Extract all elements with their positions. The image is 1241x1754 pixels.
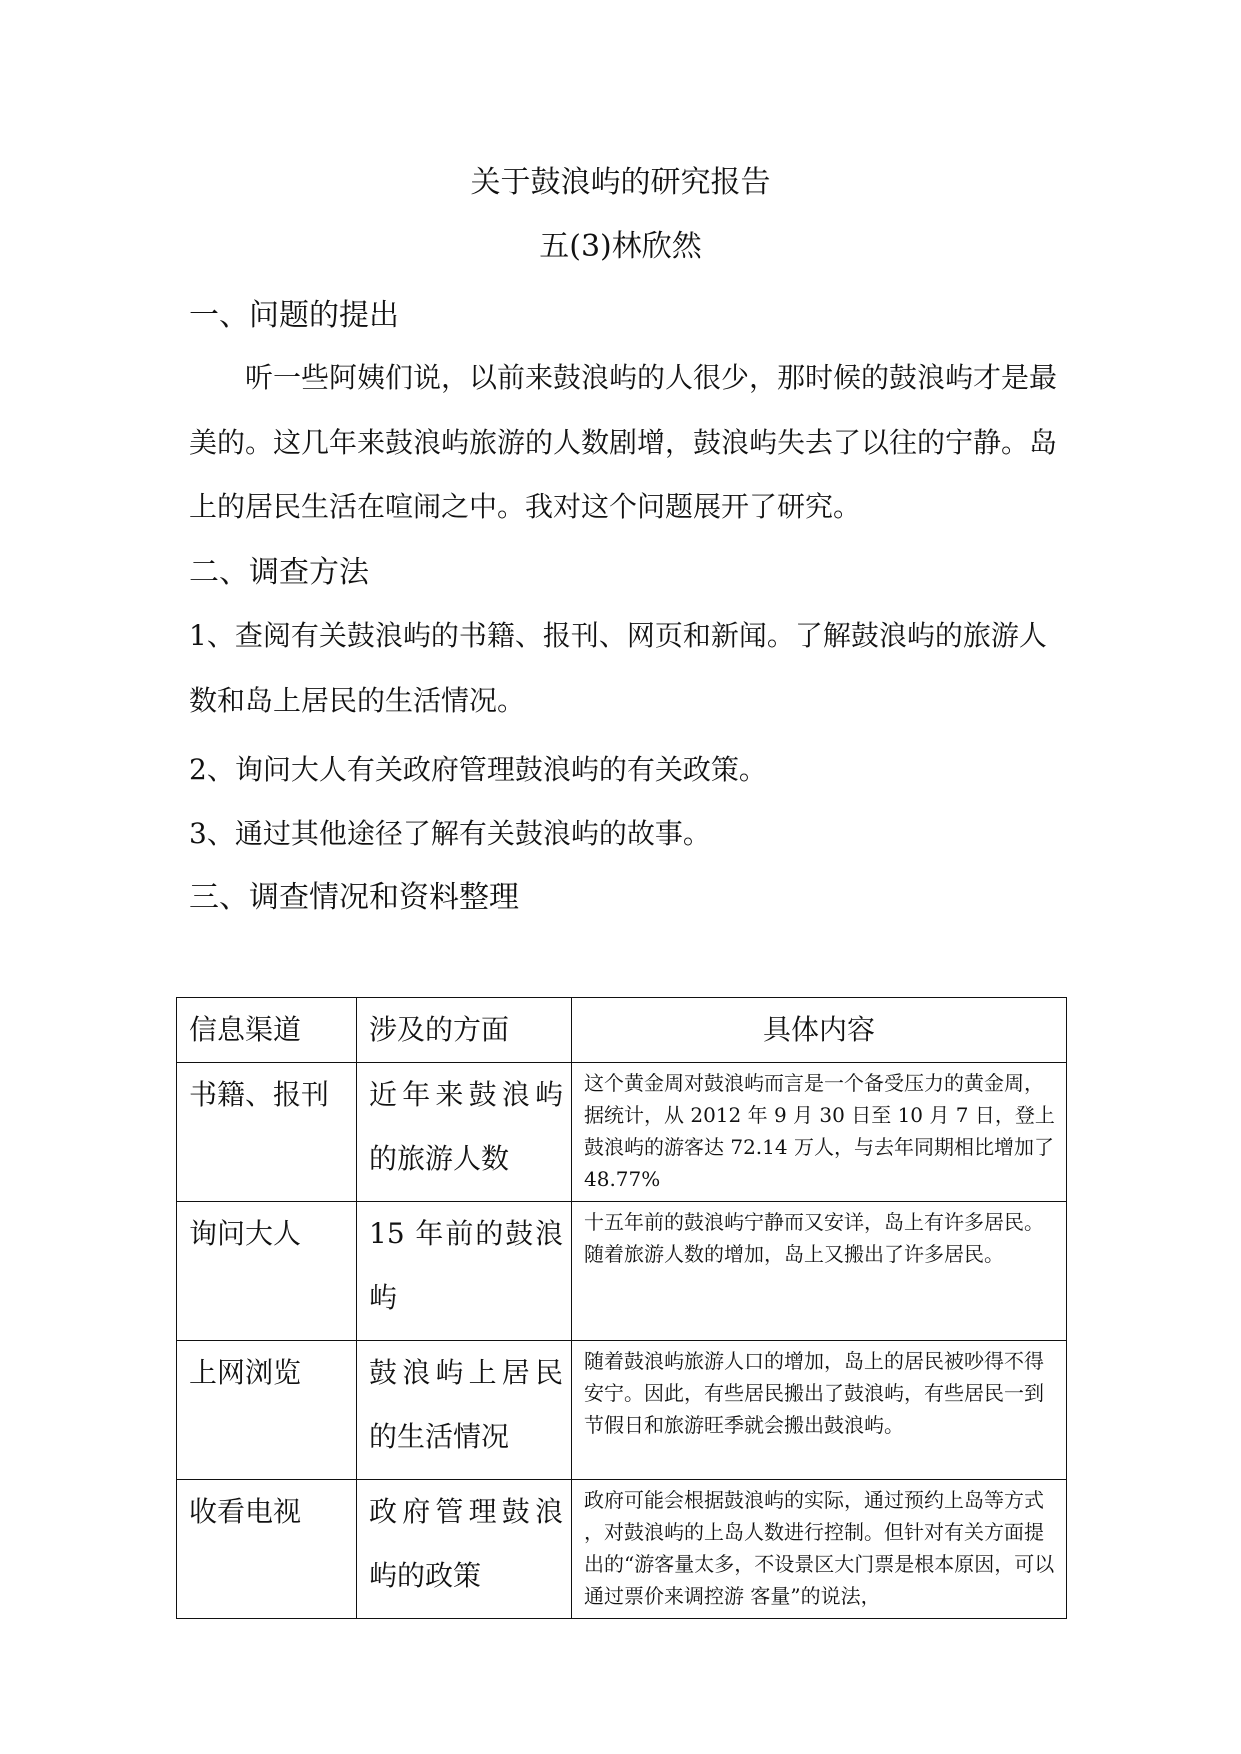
method-item-3: 3、通过其他途径了解有关鼓浪屿的故事。 [189, 817, 711, 850]
table-cell-content: 政府可能会根据鼓浪屿的实际，通过预约上岛等方式 ，对鼓浪屿的上岛人数进行控制。但针对有关方面提出的“游客量太多，不设景区大门票是根本原因，可以通过票价来调控游 客量”的说法， [572, 1480, 1067, 1619]
document-author: 五(3)林欣然 [539, 229, 702, 264]
table-cell-channel: 收看电视 [177, 1480, 357, 1619]
table-cell-aspect: 近年来鼓浪屿的旅游人数 [357, 1063, 572, 1202]
table-row [177, 1341, 1067, 1480]
table-cell-channel: 书籍、报刊 [177, 1063, 357, 1202]
table-header-row [177, 998, 1067, 1063]
table-cell-aspect: 鼓浪屿上居民的生活情况 [357, 1341, 572, 1480]
section-2-heading: 二、调查方法 [189, 555, 369, 590]
table-header-content: 具体内容 [572, 998, 1067, 1063]
table-cell-channel: 询问大人 [177, 1202, 357, 1341]
table-header-channel: 信息渠道 [177, 998, 357, 1063]
table-cell-channel: 上网浏览 [177, 1341, 357, 1480]
table-row [177, 1480, 1067, 1619]
document-title: 关于鼓浪屿的研究报告 [470, 165, 771, 200]
section-1-paragraph: 听一些阿姨们说，以前来鼓浪屿的人很少，那时候的鼓浪屿才是最美的。这几年来鼓浪屿旅游的人数剧增，鼓浪屿失去了以往的宁静。岛上的居民生活在喧闹之中。我对这个问题展开了研究。 [189, 361, 1058, 523]
section-3-heading: 三、调查情况和资料整理 [189, 880, 519, 915]
table-cell-content: 这个黄金周对鼓浪屿而言是一个备受压力的黄金周，据统计，从 2012 年 9 月 30 日至 10 月 7 日，登上鼓浪屿的游客达 72.14 万人，与去年同期相比增加了 48.77% [572, 1063, 1067, 1202]
method-item-2: 2、询问大人有关政府管理鼓浪屿的有关政策。 [189, 753, 767, 786]
table-row [177, 1063, 1067, 1202]
research-table [176, 997, 1067, 1619]
table-header-aspect: 涉及的方面 [357, 998, 572, 1063]
table-cell-content: 十五年前的鼓浪屿宁静而又安详，岛上有许多居民。 随着旅游人数的增加，岛上又搬出了许多居民。 [572, 1202, 1067, 1341]
table-cell-content: 随着鼓浪屿旅游人口的增加，岛上的居民被吵得不得安宁。因此，有些居民搬出了鼓浪屿，有些居民一到节假日和旅游旺季就会搬出鼓浪屿。 [572, 1341, 1067, 1480]
section-1-heading: 一、问题的提出 [189, 298, 399, 333]
table-cell-aspect: 政府管理鼓浪屿的政策 [357, 1480, 572, 1619]
method-item-1: 1、查阅有关鼓浪屿的书籍、报刊、网页和新闻。了解鼓浪屿的旅游人数和岛上居民的生活情况。 [189, 619, 1047, 717]
table-row [177, 1202, 1067, 1341]
table-cell-aspect: 15 年前的鼓浪屿 [357, 1202, 572, 1341]
